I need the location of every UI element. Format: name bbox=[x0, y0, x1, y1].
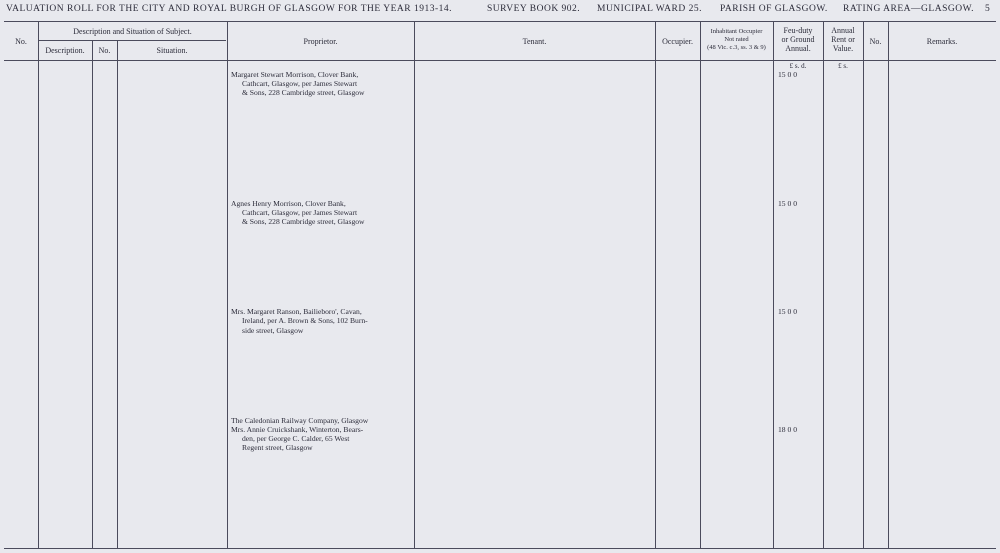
header-rent-3: Value. bbox=[832, 44, 854, 53]
header-remarks: Remarks. bbox=[926, 37, 958, 46]
header-rent-2: Rent or bbox=[831, 35, 855, 44]
header-description: Description. bbox=[45, 46, 85, 55]
header-inhabitant-1: Inhabitant Occupier bbox=[710, 28, 763, 35]
title-survey-book: SURVEY BOOK 902. bbox=[487, 4, 581, 14]
proprietor-line bbox=[0, 326, 1000, 335]
proprietor-text: Agnes Henry Morrison, Clover Bank, bbox=[231, 199, 346, 209]
proprietor-line bbox=[0, 434, 1000, 443]
proprietor-line bbox=[0, 217, 1000, 226]
proprietor-text: The Caledonian Railway Company, Glasgow bbox=[231, 415, 369, 425]
col-rule bbox=[38, 21, 39, 548]
feu-duty-value: 15 0 0 bbox=[778, 199, 797, 209]
page-title bbox=[0, 4, 1000, 18]
proprietor-text: & Sons, 228 Cambridge street, Glasgow bbox=[242, 217, 365, 227]
header-rent-1: Annual bbox=[831, 26, 855, 35]
title-ward: MUNICIPAL WARD 25. bbox=[597, 4, 702, 14]
col-rule bbox=[823, 21, 824, 548]
feu-duty-row bbox=[0, 307, 1000, 316]
proprietor-line bbox=[0, 443, 1000, 452]
feu-duty-row bbox=[0, 70, 1000, 79]
proprietor-line bbox=[0, 79, 1000, 88]
header-feuduty-units: £ s. d. bbox=[789, 62, 807, 70]
header-bottom-rule bbox=[4, 60, 996, 61]
proprietor-text: den, per George C. Calder, 65 West bbox=[242, 433, 350, 443]
proprietor-text: side street, Glasgow bbox=[242, 325, 304, 335]
header-situation: Situation. bbox=[156, 46, 188, 55]
col-rule bbox=[414, 21, 415, 548]
col-rule bbox=[92, 40, 93, 548]
col-rule bbox=[863, 21, 864, 548]
header-inhabitant-3: (48 Vic. c.3, ss. 3 & 9) bbox=[707, 44, 766, 51]
title-rating-area: RATING AREA—GLASGOW. bbox=[843, 4, 975, 14]
title-main: VALUATION ROLL FOR THE CITY AND ROYAL BURGH OF GLASGOW FOR THE YEAR 1913-14. bbox=[6, 4, 452, 14]
proprietor-text: Ireland, per A. Brown & Sons, 102 Burn- bbox=[242, 316, 368, 326]
col-rule bbox=[700, 21, 701, 548]
proprietor-text: Cathcart, Glasgow, per James Stewart bbox=[242, 208, 358, 218]
page-number: 5 bbox=[985, 4, 991, 14]
proprietor-line bbox=[0, 88, 1000, 97]
header-proprietor: Proprietor. bbox=[303, 37, 338, 46]
feu-duty-value: 18 0 0 bbox=[778, 424, 797, 434]
feu-duty-row bbox=[0, 425, 1000, 434]
header-rent-units: £ s. bbox=[838, 62, 848, 70]
proprietor-line bbox=[0, 416, 1000, 425]
table-bottom-rule bbox=[4, 548, 996, 549]
proprietor-text: Mrs. Annie Cruickshank, Winterton, Bears- bbox=[231, 424, 364, 434]
feu-duty-row bbox=[0, 199, 1000, 208]
header-tenant: Tenant. bbox=[522, 37, 547, 46]
header-feuduty-1: Feu-duty bbox=[783, 26, 813, 35]
header-top-rule bbox=[4, 21, 996, 22]
proprietor-text: & Sons, 228 Cambridge street, Glasgow bbox=[242, 88, 365, 98]
proprietor-line bbox=[0, 316, 1000, 325]
proprietor-text: Regent street, Glasgow bbox=[242, 442, 313, 452]
col-rule bbox=[227, 21, 228, 548]
header-feuduty-2: or Ground bbox=[781, 35, 815, 44]
proprietor-line bbox=[0, 208, 1000, 217]
header-no: No. bbox=[15, 37, 27, 46]
proprietor-text: Mrs. Margaret Ranson, Bailieboro', Cavan, bbox=[231, 307, 362, 317]
header-occupier: Occupier. bbox=[662, 37, 693, 46]
header-inhabitant-2: Not rated bbox=[724, 36, 749, 43]
feu-duty-value: 15 0 0 bbox=[778, 70, 797, 79]
col-rule bbox=[773, 21, 774, 548]
header-no-right: No. bbox=[869, 37, 882, 46]
desc-group-rule bbox=[38, 40, 226, 41]
title-parish: PARISH OF GLASGOW. bbox=[720, 4, 828, 14]
header-desc-no: No. bbox=[98, 46, 111, 55]
feu-duty-value: 15 0 0 bbox=[778, 307, 797, 317]
header-desc-group: Description and Situation of Subject. bbox=[73, 27, 192, 36]
col-rule bbox=[888, 21, 889, 548]
header-feuduty-3: Annual. bbox=[785, 44, 811, 53]
proprietor-text: Margaret Stewart Morrison, Clover Bank, bbox=[231, 70, 359, 79]
col-rule bbox=[117, 40, 118, 548]
col-rule bbox=[655, 21, 656, 548]
proprietor-text: Cathcart, Glasgow, per James Stewart bbox=[242, 79, 358, 89]
